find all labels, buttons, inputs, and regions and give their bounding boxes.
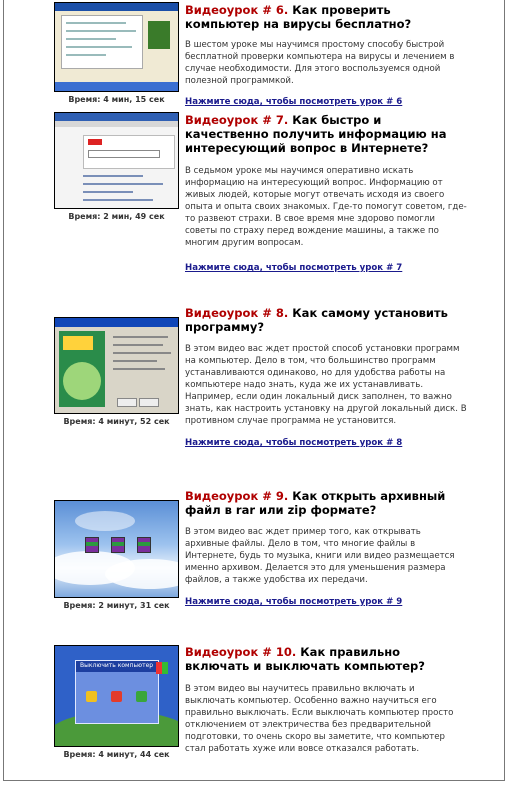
lesson-7-title: Видеоурок # 7. Как быстро и качественно получить информацию на интересующий вопрос в Интернете? <box>185 113 447 155</box>
lesson-6-duration: Время: 4 мин, 15 сек <box>68 95 165 104</box>
lesson-7-description: В седьмом уроке мы научимся оперативно искать информацию на интересующий вопрос. Информацию от живых людей, которые могут отвечать исходя из своего опыта и опыта своих знакомых. Где-то помогут советом, где-то развеют страхи. В свое время мне здорово помогли советы по страху перед вождение машины, а также по многим другим вопросам. <box>185 166 467 248</box>
lesson-6-watch-link[interactable]: Нажмите сюда, чтобы посмотреть урок # 6 <box>185 97 403 107</box>
lesson-8-text <box>185 306 467 448</box>
page-frame <box>3 0 505 781</box>
lesson-9-watch-link[interactable]: Нажмите сюда, чтобы посмотреть урок # 9 <box>185 597 403 607</box>
lesson-9-thumb-col <box>54 500 179 610</box>
lesson-10-title: Видеоурок # 10. Как правильно включать и выключать компьютер? <box>185 645 425 673</box>
lesson-10-thumb-dialog-title: Выключить компьютер <box>80 662 154 669</box>
lesson-7-thumbnail[interactable] <box>54 112 179 209</box>
lesson-10-text <box>185 645 467 755</box>
lesson-9-description: В этом видео вас ждет пример того, как открывать архивные файлы. Дело в том, что многие файлы в Интернете, будь то музыка, книги или видео размещается именно архивом. Делается это для уменьшения размера файлов, а также удобства их передачи. <box>185 527 455 585</box>
lesson-7-thumb-col <box>54 112 179 221</box>
lesson-9-text <box>185 489 467 607</box>
lesson-8-description: В этом видео вас ждет простой способ установки программ на компьютер. Дело в том, что большинство программ устанавливаются одинаково, но для удобства работы на компьютере надо знать, куда же их устанавливать. Например, если один локальный диск заполнен, то важно знать, как настроить установку на другой локальный диск. В противном случае программа не установится. <box>185 344 467 426</box>
lesson-10-thumb-col <box>54 645 179 759</box>
lesson-9-title: Видеоурок # 9. Как открыть архивный файл в rar или zip формате? <box>185 489 446 517</box>
lesson-10-duration: Время: 4 минут, 44 сек <box>63 750 170 759</box>
lesson-9-thumbnail[interactable] <box>54 500 179 598</box>
lesson-10-description: В этом видео вы научитесь правильно включать и выключать компьютер. Особенно важно научиться его правильно выключать. Если выключать компьютер просто отключением от электричества без предварительной подготовки, то очень скоро вы заметите, что компьютер стал работать хуже или вовсе отказался работать. <box>185 684 454 754</box>
lesson-6-description: В шестом уроке мы научимся простому способу быстрой бесплатной проверки компьютера на вирусы и лечением в случае необходимости. Для этого воспользуемся одной полезной программкой. <box>185 40 455 86</box>
lesson-8-watch-link[interactable]: Нажмите сюда, чтобы посмотреть урок # 8 <box>185 438 403 448</box>
lesson-6-text <box>185 3 467 107</box>
lesson-6-thumb-col <box>54 2 179 104</box>
lesson-6-title: Видеоурок # 6. Как проверить компьютер на вирусы бесплатно? <box>185 3 412 31</box>
lesson-8-title: Видеоурок # 8. Как самому установить программу? <box>185 306 448 334</box>
lesson-9-duration: Время: 2 минут, 31 сек <box>63 601 170 610</box>
lesson-8-thumb-col <box>54 317 179 426</box>
lesson-7-duration: Время: 2 мин, 49 сек <box>68 212 165 221</box>
lesson-10-thumbnail[interactable] <box>54 645 179 747</box>
lesson-6-thumbnail[interactable] <box>54 2 179 92</box>
lesson-7-watch-link[interactable]: Нажмите сюда, чтобы посмотреть урок # 7 <box>185 263 403 273</box>
lesson-8-duration: Время: 4 минут, 52 сек <box>63 417 170 426</box>
lesson-8-thumbnail[interactable] <box>54 317 179 414</box>
lesson-7-text <box>185 113 467 273</box>
